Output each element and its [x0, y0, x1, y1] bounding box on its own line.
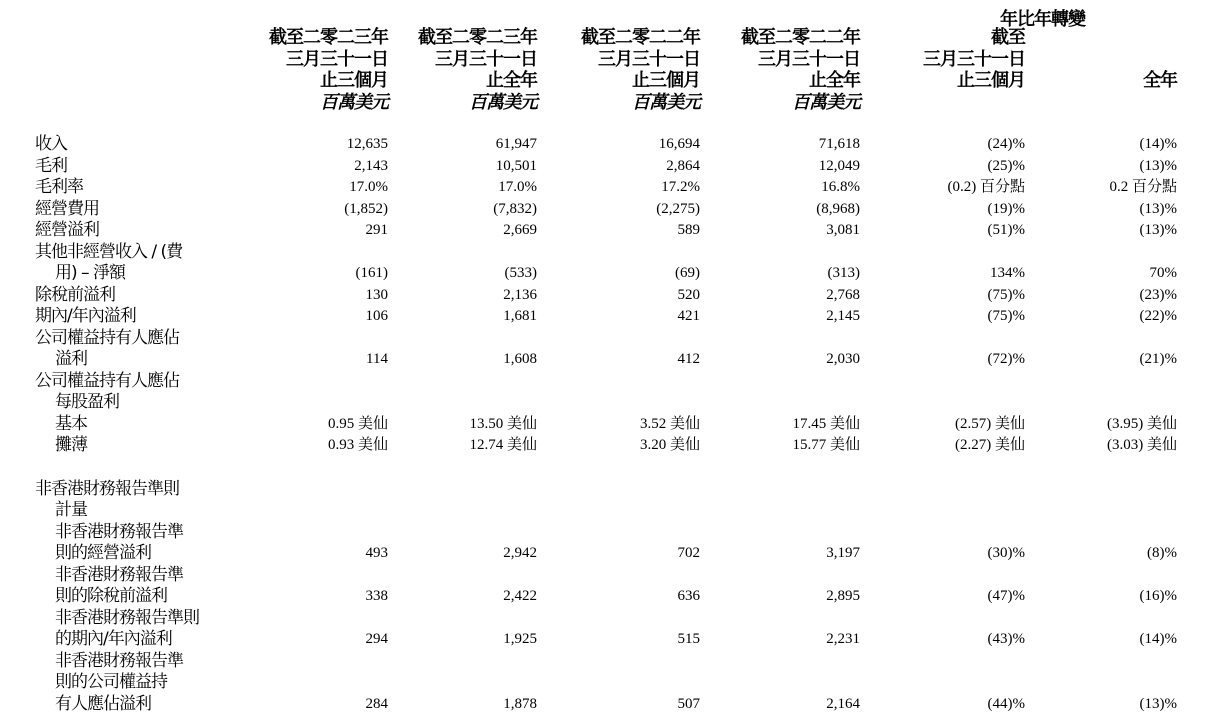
cell-value: (313): [827, 265, 860, 281]
row-label: 期內/年內溢利: [35, 306, 136, 326]
table-row: [0, 156, 1215, 178]
cell-value: (22)%: [1139, 308, 1177, 324]
section-gap: [0, 457, 1215, 479]
cell-value: (2.27) 美仙: [955, 437, 1025, 453]
cell-value: 2,136: [503, 286, 537, 303]
cell-value: 12.74 美仙: [469, 437, 537, 453]
cell-value: 15.77 美仙: [792, 437, 860, 453]
cell-value: 10,501: [495, 157, 537, 174]
cell-value: (7,832): [493, 200, 537, 217]
cell-value: 130: [365, 286, 388, 303]
cell-value: 17.45 美仙: [792, 415, 860, 432]
cell-value: 61,947: [495, 136, 537, 152]
row-label: 溢利: [55, 349, 87, 369]
cell-value: (3.03) 美仙: [1107, 437, 1177, 453]
row-label: 經營溢利: [35, 220, 99, 240]
column-unit: 百萬美元: [469, 91, 537, 113]
cell-value: 520: [677, 286, 700, 303]
cell-value: 114: [366, 351, 388, 367]
column-header-line: 止全年: [809, 70, 860, 91]
column-header: [923, 27, 1025, 92]
column-header-line: 截至: [991, 27, 1025, 48]
table-row: [0, 608, 1215, 651]
cell-value: 2,422: [503, 588, 537, 604]
cell-value: (75)%: [987, 308, 1025, 324]
table-row: [0, 565, 1215, 608]
cell-value: 412: [677, 351, 700, 367]
cell-value: 2,030: [826, 351, 860, 367]
cell-value: (43)%: [987, 631, 1025, 647]
column-header-line: 止全年: [486, 70, 537, 91]
row-label: 攤薄: [55, 435, 87, 455]
cell-value: 291: [365, 222, 388, 238]
cell-value: 515: [677, 631, 700, 647]
cell-value: 589: [677, 222, 700, 238]
cell-value: (14)%: [1139, 136, 1177, 152]
cell-value: (14)%: [1139, 631, 1177, 647]
cell-value: 1,608: [503, 351, 537, 367]
cell-value: (44)%: [987, 695, 1025, 712]
column-header-line: 止三個月: [320, 70, 388, 91]
cell-value: 16.8%: [821, 179, 860, 195]
cell-value: (13)%: [1139, 222, 1177, 238]
cell-value: (8,968): [816, 200, 860, 217]
table-row: [0, 522, 1215, 565]
row-label: 非香港財務報告準則: [55, 607, 199, 628]
row-label: 的期內/年內溢利: [55, 629, 172, 649]
row-label: 其他非經營收入 / (費: [35, 241, 183, 262]
column-unit: 百萬美元: [792, 91, 860, 113]
cell-value: (47)%: [987, 588, 1025, 604]
cell-value: 3.20 美仙: [639, 437, 700, 453]
cell-value: 636: [677, 588, 700, 604]
cell-value: 294: [365, 631, 388, 647]
cell-value: (2.57) 美仙: [955, 415, 1025, 432]
cell-value: (13)%: [1139, 157, 1177, 174]
cell-value: 421: [677, 308, 700, 324]
cell-value: 134%: [990, 265, 1025, 281]
cell-value: (16)%: [1139, 588, 1177, 604]
cell-value: 12,049: [818, 157, 860, 174]
row-label: 基本: [55, 413, 87, 434]
cell-value: 2,143: [354, 157, 388, 174]
cell-value: 0.2 百分點: [1109, 179, 1177, 195]
row-label: 非香港財務報告準則: [35, 478, 179, 499]
table-row: [0, 242, 1215, 285]
cell-value: 0.95 美仙: [327, 415, 388, 432]
cell-value: (13)%: [1139, 200, 1177, 217]
cell-value: 284: [365, 695, 388, 712]
row-label: 非香港財務報告準: [55, 564, 183, 585]
column-header: [1143, 70, 1177, 92]
column-header-line: 三月三十一日: [435, 48, 537, 70]
cell-value: 1,925: [503, 631, 537, 647]
row-label: 非香港財務報告準: [55, 521, 183, 542]
financial-table: [0, 134, 1215, 715]
column-header: [269, 27, 388, 113]
row-label: 則的公司權益持: [55, 672, 167, 692]
cell-value: 507: [677, 695, 700, 712]
row-label: 公司權益持有人應佔: [35, 327, 179, 348]
table-row: [0, 134, 1215, 156]
row-label: 收入: [35, 134, 67, 154]
cell-value: (75)%: [987, 286, 1025, 303]
cell-value: 16,694: [658, 136, 700, 152]
cell-value: 17.0%: [498, 179, 537, 195]
column-header-line: 三月三十一日: [286, 48, 388, 70]
column-header-line: 三月三十一日: [598, 48, 700, 70]
row-label: 用) – 淨額: [55, 263, 125, 283]
row-label: 則的經營溢利: [55, 543, 151, 563]
row-label: 非香港財務報告準: [55, 650, 183, 671]
cell-value: (2,275): [656, 200, 700, 217]
cell-value: 12,635: [346, 136, 388, 152]
cell-value: 2,164: [826, 695, 860, 712]
cell-value: (0.2) 百分點: [947, 179, 1025, 195]
table-row: [0, 306, 1215, 328]
table-row: [0, 285, 1215, 307]
cell-value: (3.95) 美仙: [1107, 415, 1177, 432]
row-label: 有人應佔溢利: [55, 693, 151, 714]
row-label: 則的除稅前溢利: [55, 586, 167, 606]
table-row: [0, 220, 1215, 242]
column-header: [741, 27, 860, 113]
column-header: [581, 27, 700, 113]
row-label: 每股盈利: [55, 392, 119, 412]
cell-value: 2,231: [826, 631, 860, 647]
table-row: [0, 177, 1215, 199]
row-label: 公司權益持有人應佔: [35, 370, 179, 391]
row-label: 除稅前溢利: [35, 284, 115, 305]
cell-value: 71,618: [818, 136, 860, 152]
cell-value: (69): [675, 265, 700, 281]
cell-value: (21)%: [1139, 351, 1177, 367]
cell-value: (13)%: [1139, 695, 1177, 712]
cell-value: 1,878: [503, 695, 537, 712]
row-label: 毛利率: [35, 177, 83, 197]
yoy-change-header: 年比年轉變: [1000, 9, 1085, 30]
cell-value: 17.2%: [661, 179, 700, 195]
cell-value: 13.50 美仙: [469, 415, 537, 432]
column-header: [418, 27, 537, 113]
cell-value: 702: [677, 545, 700, 561]
column-header-line: 全年: [1143, 70, 1177, 91]
cell-value: 2,895: [826, 588, 860, 604]
column-header-line: 止三個月: [957, 70, 1025, 91]
column-header-line: 截至二零二二年: [741, 27, 860, 48]
row-label: 毛利: [35, 155, 67, 176]
cell-value: 2,669: [503, 222, 537, 238]
table-row: [0, 479, 1215, 522]
cell-value: (25)%: [987, 157, 1025, 174]
cell-value: (30)%: [987, 545, 1025, 561]
table-row: [0, 328, 1215, 371]
column-header-line: 截至二零二三年: [418, 27, 537, 48]
cell-value: (23)%: [1139, 286, 1177, 303]
cell-value: 338: [365, 588, 388, 604]
table-row: [0, 199, 1215, 221]
row-label: 經營費用: [35, 198, 99, 219]
cell-value: (51)%: [987, 222, 1025, 238]
cell-value: 3,197: [826, 545, 860, 561]
cell-value: 1,681: [503, 308, 537, 324]
cell-value: (24)%: [987, 136, 1025, 152]
column-unit: 百萬美元: [320, 91, 388, 113]
cell-value: 493: [365, 545, 388, 561]
cell-value: 2,145: [826, 308, 860, 324]
cell-value: 17.0%: [349, 179, 388, 195]
cell-value: 3,081: [826, 222, 860, 238]
column-header-line: 止三個月: [632, 70, 700, 91]
column-header-line: 截至二零二二年: [581, 27, 700, 48]
cell-value: 2,942: [503, 545, 537, 561]
cell-value: 2,768: [826, 286, 860, 303]
column-unit: 百萬美元: [632, 91, 700, 113]
cell-value: 2,864: [666, 157, 700, 174]
cell-value: (19)%: [987, 200, 1025, 217]
table-row: [0, 371, 1215, 414]
cell-value: (72)%: [987, 351, 1025, 367]
cell-value: 3.52 美仙: [639, 415, 700, 432]
cell-value: (161): [355, 265, 388, 281]
cell-value: 70%: [1149, 265, 1177, 281]
table-row: [0, 651, 1215, 716]
cell-value: (8)%: [1147, 545, 1177, 561]
cell-value: 0.93 美仙: [327, 437, 388, 453]
column-header-line: 三月三十一日: [923, 48, 1025, 70]
table-row: [0, 414, 1215, 436]
column-header-line: 三月三十一日: [758, 48, 860, 70]
cell-value: (533): [504, 265, 537, 281]
cell-value: 106: [365, 308, 388, 324]
cell-value: (1,852): [344, 200, 388, 217]
table-row: [0, 435, 1215, 457]
column-header-line: 截至二零二三年: [269, 27, 388, 48]
row-label: 計量: [55, 500, 87, 520]
